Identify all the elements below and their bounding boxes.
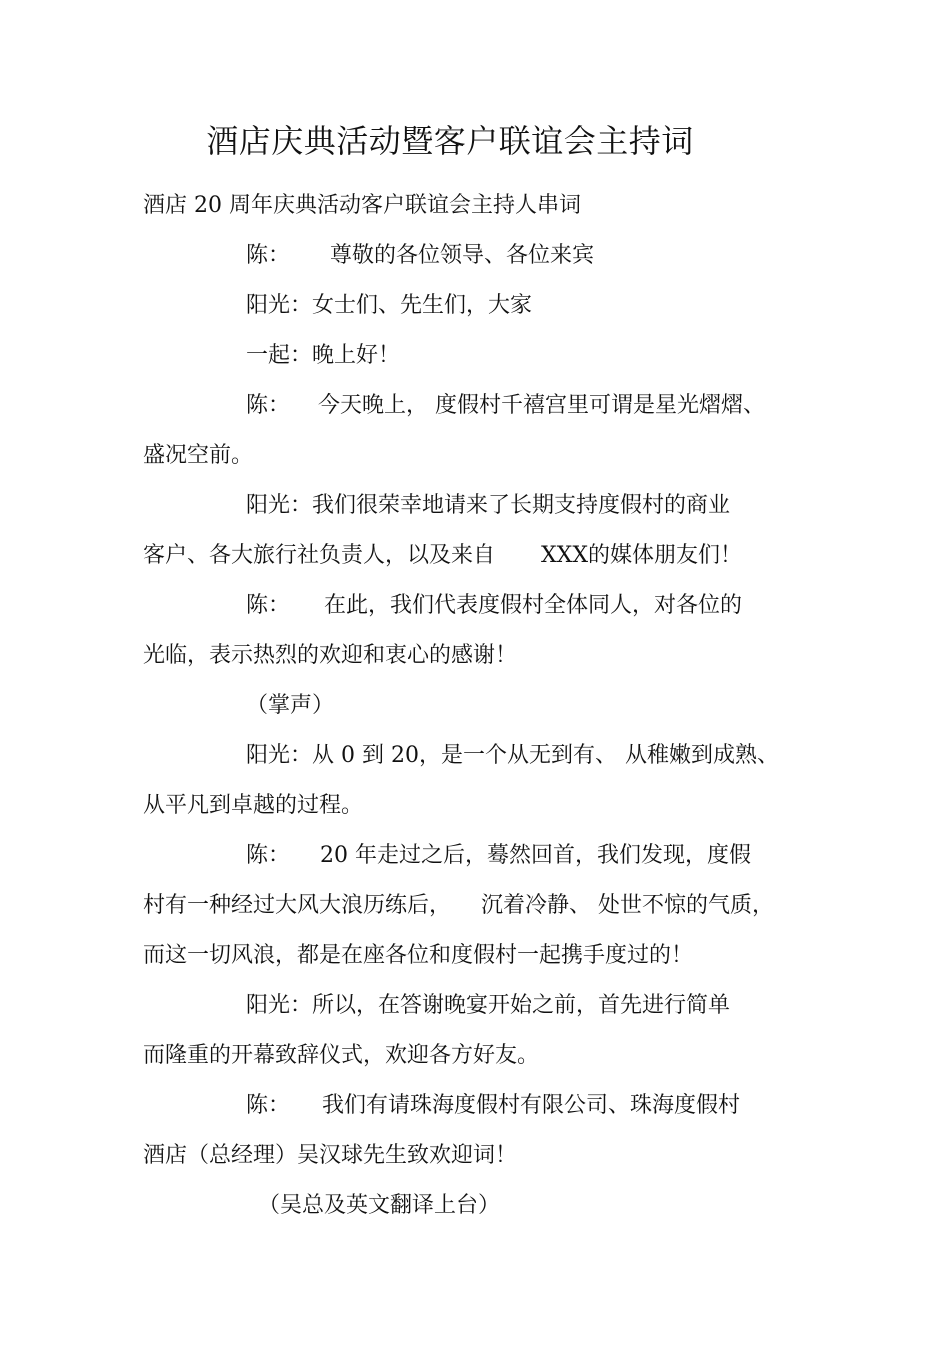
speaker-label: 阳光： <box>246 743 313 768</box>
speaker-label: 陈： <box>246 393 291 418</box>
document-title: 酒店庆典活动暨客户联谊会主持词 <box>206 122 694 160</box>
speaker-label: 陈： <box>246 243 291 268</box>
script-line <box>246 491 730 521</box>
speaker-label: 陈： <box>246 1093 291 1118</box>
line-text: 所以，在答谢晚宴开始之前，首先进行简单 <box>312 993 731 1018</box>
script-line <box>246 841 751 871</box>
script-line: 而隆重的开幕致辞仪式，欢迎各方好友。 <box>143 1043 540 1068</box>
line-text: XXX的媒体朋友们！ <box>541 543 743 568</box>
line-text: 从 0 到 20，是一个从无到有、 <box>312 743 617 768</box>
script-line: 酒店（总经理）吴汉球先生致欢迎词！ <box>143 1143 518 1168</box>
speaker-label: 阳光： <box>246 293 313 318</box>
script-line <box>246 291 532 321</box>
stage-direction: （掌声） <box>246 693 335 718</box>
script-line <box>246 391 765 421</box>
stage-direction: （吴总及英文翻译上台） <box>258 1193 501 1218</box>
script-line <box>246 241 594 271</box>
script-line: 而这一切风浪，都是在座各位和度假村一起携手度过的！ <box>143 943 694 968</box>
script-line <box>246 341 400 371</box>
line-text: 村有一种经过大风大浪历练后， <box>143 893 452 918</box>
line-text: 在此，我们代表度假村全体同人，对各位的 <box>324 593 743 618</box>
line-text: 晚上好！ <box>312 343 401 368</box>
speaker-label: 陈： <box>246 843 291 868</box>
script-line <box>143 891 774 921</box>
line-text: 从稚嫩到成熟、 <box>625 743 780 768</box>
speaker-label: 阳光： <box>246 493 313 518</box>
document-subtitle: 酒店 20 周年庆典活动客户联谊会主持人串词 <box>143 193 581 218</box>
line-text: 20 年走过之后，蓦然回首，我们发现，度假 <box>320 843 752 868</box>
script-line <box>246 741 779 771</box>
line-text: 沉着冷静、 处世不惊的气质， <box>481 893 775 918</box>
speaker-label: 陈： <box>246 593 291 618</box>
line-text: 客户、各大旅行社负责人，以及来自 <box>143 543 496 568</box>
line-text: 女士们、先生们，大家 <box>312 293 533 318</box>
line-text: 我们很荣幸地请来了长期支持度假村的商业 <box>312 493 731 518</box>
line-text: 今天晚上， 度假村千禧宫里可谓是星光熠熠、 <box>318 393 766 418</box>
script-line <box>143 541 742 571</box>
speaker-label: 阳光： <box>246 993 313 1018</box>
script-line <box>246 591 742 621</box>
line-text: 尊敬的各位领导、各位来宾 <box>330 243 595 268</box>
script-line: 从平凡到卓越的过程。 <box>143 793 364 818</box>
script-line: 光临，表示热烈的欢迎和衷心的感谢！ <box>143 643 518 668</box>
script-line <box>246 1091 740 1121</box>
line-text: 我们有请珠海度假村有限公司、珠海度假村 <box>322 1093 741 1118</box>
speaker-label: 一起： <box>246 343 313 368</box>
script-line: 盛况空前。 <box>143 443 254 468</box>
script-line <box>246 991 730 1021</box>
